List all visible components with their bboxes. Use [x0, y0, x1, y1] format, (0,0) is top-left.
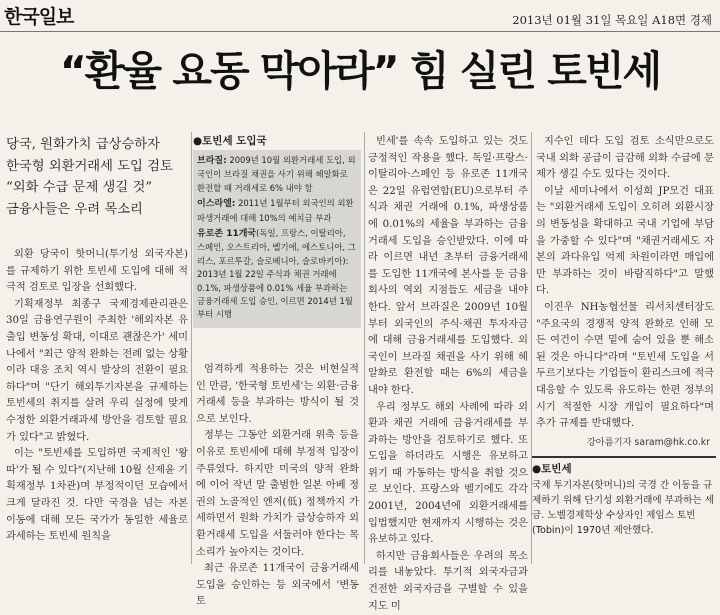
paragraph: 이진우 NH농협선물 리서치센터장도 "주요국의 경쟁적 양적 완화로 인해 모든 여건이 수면 밑에 숨어 있을 뿐 해소된 것은 아니다"라며 "토빈세 도입을 서두르기보다는 기업들이 환리스크에 적극 대응할 수 있도록 유도하는 한편 정부의 시기 적절한 시장 개입이 필요하다"며 추가 규제를 반대했다.	[536, 301, 714, 430]
glossary-title: ●토빈세	[532, 456, 716, 476]
column-divider	[191, 132, 192, 564]
paragraph: 최근 유로존 11개국이 금융거래세 도입을 승인하는 등 외국에서 '변동 토	[196, 563, 359, 608]
top-rule	[0, 31, 720, 32]
tobin-tax-countries-box	[193, 133, 361, 361]
newspaper-logo: 한국일보	[4, 6, 74, 28]
paragraph: 이날 세미나에서 이성희 JP모건 대표는 "외환거래세 도입이 오히려 외환시장의 변동성을 확대하고 국내 기업에 부담을 가중할 수 있다"며 "채권거래세도 자본의 과다유입 억제 차원이라면 매입에만 부과하는 것이 바람직하다"고 말했다.	[536, 185, 714, 297]
paragraph: 지수인 데다 도입 검토 소식만으로도 국내 외화 공급이 급감해 외화 수급에 문제가 생길 수도 있다는 것이다.	[536, 136, 714, 181]
paragraph: 엄격하게 적용하는 것은 비현실적인 만큼, '한국형 토빈세'는 외환·금융거래세 등을 부과하는 방식이 될 것으로 보인다.	[196, 364, 359, 425]
article-column-4	[536, 134, 714, 433]
glossary-box	[532, 456, 716, 538]
subheadline	[6, 134, 191, 220]
article-column-3	[368, 134, 528, 615]
paragraph: 빈세'를 속속 도입하고 있는 것도 긍정적인 작용을 했다. 독일·프랑스·이탈리아·스페인 등 유로존 11개국은 22일 유럽연합(EU)으로부터 주식과 채권 거래에 0.1%, 파생상품에 0.01%의 세율을 부과하는 금융거래세 도입을 승인받았다. 이에 따라 이르면 내년 초부터 금융거래세를 도입한 11개국에 본사를 둔 금융회사의 역외 지점들도 세금을 내야 한다. 앞서 브라질은 2009년 10월부터 외국인의 주식·채권 투자자금에 대해 금융거래세를 도입했다. 외국인이 브라질 채권을 사기 위해 헤알화로 환전할 때는 6%의 세금을 내야 한다.	[368, 136, 528, 396]
paragraph: 하지만 금융회사들은 우려의 목소리를 내놓았다. 투기적 외국자금과 건전한 외국자금을 구별할 수 있을지도 미	[368, 550, 528, 612]
paragraph: 우리 정부도 해외 사례에 따라 외환과 채권 거래에 금융거래세를 부과하는 방안을 검토하기로 했다. 또 도입을 하더라도 시행은 유보하고 위기 때 가동하는 방식을 취할 것으로 보인다. 프랑스와 벨기에도 각각 2001년, 2004년에 외환거래세를 입법했지만 현재까지 시행하는 것은 유보하고 있다.	[368, 401, 528, 546]
box-entry-country: 이스라엘:	[197, 199, 236, 210]
column-divider	[364, 132, 365, 564]
box-entry-text: (독일, 프랑스, 이탈리아, 스페인, 오스트리아, 벨기에, 에스토니아, 그리스, 포르투갈, 슬로베니아, 슬로바키아): 2013년 1월 22일 주식과 채권 거래에 0.1%, 파생상품에 0.01% 세율 부과하는 금융거래세 도입 승인, 이르면 2014년 1월부터 시행	[197, 228, 356, 320]
box-entry-country: 브라질:	[197, 156, 227, 166]
reporter-byline: 강아름기자 saram@hk.co.kr	[586, 437, 710, 448]
article-column-1	[6, 247, 188, 546]
subheadline-line: “외화 수급 문제 생길 것”	[6, 180, 153, 195]
box-entry-text: 2009년 10월 외환거래세 도입, 외국인이 브라질 채권을 사기 위해 헤알화로 환전할 때 거래세로 6% 내야 함	[197, 155, 356, 193]
article-column-2	[196, 362, 359, 611]
box-entry-text: 2011년 1월부터 외국인의 외환 파생거래에 대해 10%의 예치금 부과	[197, 198, 354, 223]
box-entry-country: 유로존 11개국	[197, 229, 257, 240]
subheadline-line: 금융사들은 우려 목소리	[6, 201, 143, 217]
subheadline-line: 당국, 원화가치 급상승하자	[6, 137, 160, 152]
paragraph: 외환 당국이 핫머니(투기성 외국자본)를 규제하기 위한 토빈세 도입에 대해 적극적 검토로 입장을 선회했다.	[6, 249, 188, 294]
glossary-body: 국제 투기자본(핫머니)의 국경 간 이동을 규제하기 위해 단기성 외환거래에 부과하는 세금. 노벨경제학상 수상자인 제임스 토빈(Tobin)이 1970년 제안했다.	[532, 480, 715, 536]
paragraph: 정부는 그동안 외환거래 위축 등을 이유로 토빈세에 대해 부정적 입장이 주류였다. 하지만 미국의 양적 완화에 이어 작년 말 출범한 일본 아베 정권의 노골적인 엔저(低) 정책까지 가세하면서 원화 가치가 급상승하자 외환거래세 도입을 서둘러야 한다는 목소리가 높아지는 것이다.	[196, 430, 359, 558]
box-panel	[193, 150, 361, 328]
box-entry-israel	[197, 197, 356, 225]
paragraph: 이는 "토빈세를 도입하면 국제적인 '왕따'가 될 수 있다"(지난해 10월 신제윤 기획재정부 1차관)며 부정적이던 모습에서 크게 달라진 것. 다만 국경을 넘는 자본 이동에 대해 모든 국가가 동일한 세율로 과세하는 토빈세 원칙을	[6, 448, 188, 543]
box-entry-eurozone	[197, 227, 356, 322]
subheadline-line: 한국형 외환거래세 도입 검토	[6, 158, 173, 174]
article-headline: “환율 요동 막아라” 힘 실린 토빈세	[59, 47, 661, 95]
paragraph: 기획재정부 최종구 국제경제관리관은 30일 금융연구원이 주최한 '해외자본 유출입 변동성 확대, 이대로 괜찮은가' 세미나에서 "최근 양적 완화는 전례 없는 상황이라 대응 조치 역시 발상의 전환이 필요하다"며 "단기 해외투기자본을 규제하는 토빈세의 취지를 살려 우리 실정에 맞게 수정한 외환거래과세 방안을 검토할 필요가 있다"고 밝혔다.	[6, 298, 188, 443]
dateline: 2013년 01월 31일 목요일 A18면 경제	[512, 13, 712, 27]
box-entry-brazil	[197, 154, 356, 195]
box-title: ●토빈세 도입국	[193, 135, 267, 147]
